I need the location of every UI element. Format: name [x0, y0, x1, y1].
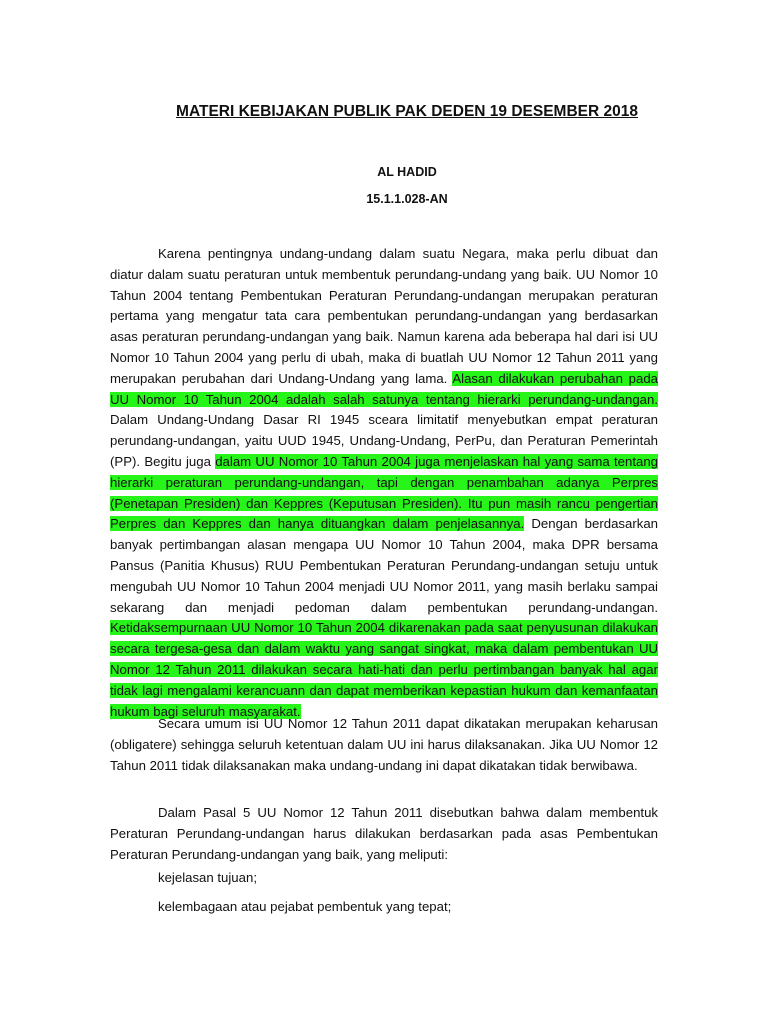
- author-name: AL HADID: [377, 165, 437, 179]
- highlighted-text-2: dalam UU Nomor 10 Tahun 2004 juga menjelaskan hal yang sama tentang hierarki peraturan perundang-undangan, tapi dengan penambahan adanya Perpres (Penetapan Presiden) dan Keppres (Keputusan Presiden). Itu pun masih rancu pengertian Perpres dan Keppres dan hanya dituangkan dalam penjelasannya.: [110, 453, 658, 532]
- list-item: kelembagaan atau pejabat pembentuk yang tepat;: [158, 899, 452, 914]
- document-title: MATERI KEBIJAKAN PUBLIK PAK DEDEN 19 DESEMBER 2018: [176, 103, 638, 120]
- paragraph-3: Dalam Pasal 5 UU Nomor 12 Tahun 2011 disebutkan bahwa dalam membentuk Peraturan Perundang-undangan harus dilakukan berdasarkan pada asas Pembentukan Peraturan Perundang-undangan yang baik, yang meliputi:: [110, 805, 658, 862]
- paragraph-2: Secara umum isi UU Nomor 12 Tahun 2011 dapat dikatakan merupakan keharusan (obligatere) sehingga seluruh ketentuan dalam UU ini harus dilaksanakan. Jika UU Nomor 12 Tahun 2011 tidak dilaksanakan maka undang-undang ini dapat dikatakan tidak berwibawa.: [110, 716, 658, 773]
- paragraph-1: [110, 244, 658, 722]
- paragraph-1-text-b: Dalam Undang-Undang Dasar RI 1945 sceara limitatif menyebutkan empat peraturan perundang-undangan, yaitu UUD 1945, Undang-Undang, PerPu, dan Peraturan Pemerintah (PP). Begitu juga: [110, 412, 658, 469]
- list-item: kejelasan tujuan;: [158, 870, 257, 885]
- paragraph-1-text-c: Dengan berdasarkan banyak pertimbangan alasan mengapa UU Nomor 10 Tahun 2004, maka DPR bersama Pansus (Panitia Khusus) RUU Pembentukan Peraturan Perundang-undangan setuju untuk mengubah UU Nomor 10 Tahun 2004 menjadi UU Nomor 2011, yang masih berlaku sampai sekarang dan menjadi pedoman dalam pembentukan perundang-undangan.: [110, 516, 658, 615]
- highlighted-text-1: Alasan dilakukan perubahan pada UU Nomor 10 Tahun 2004 adalah salah satunya tentang hierarki perundang-undangan.: [110, 370, 658, 407]
- paragraph-1-text-a: Karena pentingnya undang-undang dalam suatu Negara, maka perlu dibuat dan diatur dalam suatu peraturan untuk membentuk perundang-undang yang baik. UU Nomor 10 Tahun 2004 tentang Pembentukan Peraturan Perundang-undangan merupakan peraturan pertama yang mengatur tata cara pembentukan perundang-undangan yang berdasarkan asas peraturan perundang-undangan yang baik. Namun karena ada beberapa hal dari isi UU Nomor 10 Tahun 2004 yang perlu di ubah, maka di buatlah UU Nomor 12 Tahun 2011 yang merupakan perubahan dari Undang-Undang yang lama.: [110, 246, 658, 386]
- student-id: 15.1.1.028-AN: [366, 192, 448, 206]
- highlighted-text-3: Ketidaksempurnaan UU Nomor 10 Tahun 2004 dikarenakan pada saat penyusunan dilakukan secara tergesa-gesa dan dalam waktu yang sangat singkat, maka dalam pembentukan UU Nomor 12 Tahun 2011 dilakukan secara hati-hati dan perlu pertimbangan banyak hal agar tidak lagi mengalami kerancuann dan dapat memberikan kepastian hukum dan kemanfaatan hukum bagi seluruh masyarakat.: [110, 620, 658, 719]
